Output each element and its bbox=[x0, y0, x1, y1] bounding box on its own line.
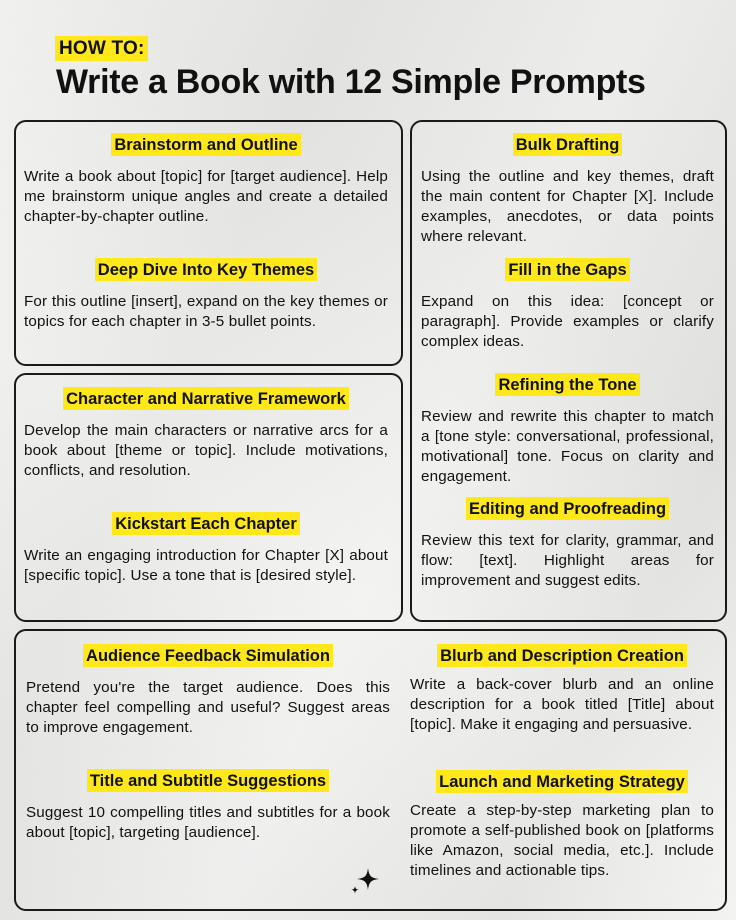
prompt-text: Review this text for clarity, grammar, and flow: [text]. Highlight areas for improvement and suggest edits. bbox=[421, 532, 714, 589]
prompt-refining-tone bbox=[421, 373, 714, 487]
prompt-heading: Title and Subtitle Suggestions bbox=[87, 769, 329, 792]
prompt-deep-dive bbox=[24, 258, 388, 332]
prompt-heading: Refining the Tone bbox=[495, 373, 639, 396]
prompt-launch-marketing bbox=[410, 770, 714, 881]
page-title: Write a Book with 12 Simple Prompts bbox=[56, 63, 646, 101]
prompt-heading: Fill in the Gaps bbox=[505, 258, 629, 281]
prompt-text: For this outline [insert], expand on the key themes or topics for each chapter in 3-5 bullet points. bbox=[24, 293, 388, 330]
prompt-heading: Deep Dive Into Key Themes bbox=[95, 258, 317, 281]
prompt-editing-proofreading bbox=[421, 497, 714, 591]
prompt-kickstart-chapter bbox=[24, 512, 388, 586]
prompt-heading: Launch and Marketing Strategy bbox=[436, 770, 688, 793]
prompt-fill-gaps bbox=[421, 258, 714, 352]
eyebrow-label: HOW TO: bbox=[55, 36, 148, 61]
prompt-text: Create a step-by-step marketing plan to promote a self-published book on [platforms like Amazon, social media, etc.]. Include timelines and actionable tips. bbox=[410, 802, 714, 879]
prompt-audience-feedback bbox=[26, 644, 390, 738]
prompt-text: Develop the main characters or narrative arcs for a book about [theme or topic]. Include motivations, conflicts, and resolution. bbox=[24, 422, 388, 479]
prompt-heading: Blurb and Description Creation bbox=[437, 644, 687, 667]
prompt-bulk-drafting bbox=[421, 133, 714, 247]
prompt-text: Pretend you're the target audience. Does this chapter feel compelling and useful? Suggest areas to improve engagement. bbox=[26, 679, 390, 736]
prompt-heading: Brainstorm and Outline bbox=[111, 133, 300, 156]
prompt-heading: Editing and Proofreading bbox=[466, 497, 669, 520]
sparkle-icon bbox=[350, 866, 384, 896]
prompt-heading: Bulk Drafting bbox=[513, 133, 623, 156]
prompt-text: Write an engaging introduction for Chapter [X] about [specific topic]. Use a tone that is [desired style]. bbox=[24, 547, 388, 584]
prompt-brainstorm-outline bbox=[24, 133, 388, 227]
prompt-text: Write a book about [topic] for [target audience]. Help me brainstorm unique angles and create a detailed chapter-by-chapter outline. bbox=[24, 168, 388, 225]
prompt-heading: Kickstart Each Chapter bbox=[112, 512, 300, 535]
prompt-text: Review and rewrite this chapter to match a [tone style: conversational, professional, motivational] tone. Focus on clarity and engagement. bbox=[421, 408, 714, 485]
prompt-text: Suggest 10 compelling titles and subtitles for a book about [topic], targeting [audience]. bbox=[26, 804, 390, 841]
prompt-title-suggestions bbox=[26, 769, 390, 843]
prompt-character-framework bbox=[24, 387, 388, 481]
prompt-text: Expand on this idea: [concept or paragraph]. Provide examples or clarify complex ideas. bbox=[421, 293, 714, 350]
prompt-heading: Audience Feedback Simulation bbox=[83, 644, 333, 667]
prompt-text: Using the outline and key themes, draft the main content for Chapter [X]. Include examples, anecdotes, or data points where relevant. bbox=[421, 168, 714, 245]
prompt-heading: Character and Narrative Framework bbox=[63, 387, 349, 410]
prompt-blurb-description bbox=[410, 644, 714, 735]
prompt-text: Write a back-cover blurb and an online description for a book titled [Title] about [topic]. Make it engaging and persuasive. bbox=[410, 676, 714, 733]
